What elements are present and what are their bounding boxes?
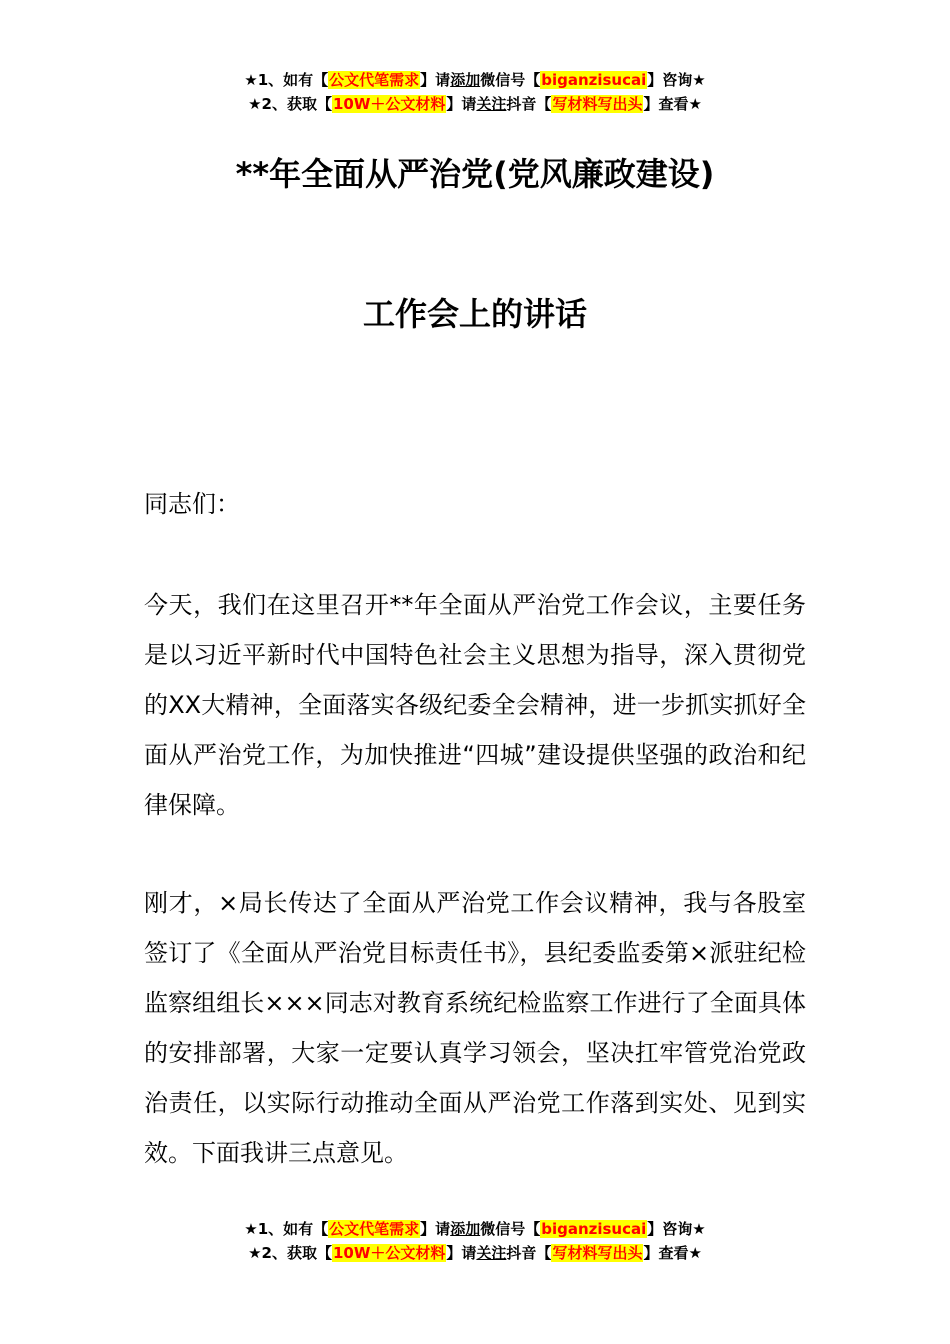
promo-line-1: ★1、如有【公文代笔需求】请添加微信号【biganzisucai】咨询★ [244,1220,706,1238]
paragraph: 今天，我们在这里召开**年全面从严治党工作会议，主要任务是以习近平新时代中国特色社会主义思想为指导，深入贯彻党的XX大精神，全面落实各级纪委全会精神，进一步抓实抓好全面从严治党工作，为加快推进“四城”建设提供坚强的政治和纪律保障。 [144,591,806,819]
promo-line-2: ★2、获取【10W＋公文材料】请关注抖音【写材料写出头】查看★ [248,95,702,113]
promo-line-1: ★1、如有【公文代笔需求】请添加微信号【biganzisucai】咨询★ [244,71,706,89]
promo-line-2: ★2、获取【10W＋公文材料】请关注抖音【写材料写出头】查看★ [248,1244,702,1262]
highlight-materials: 10W＋公文材料 [332,1244,446,1262]
highlight-wechat-id: biganzisucai [541,71,647,89]
paragraph: 刚才，×局长传达了全面从严治党工作会议精神，我与各股室签订了《全面从严治党目标责任书》，县纪委监委第×派驻纪检监察组组长×××同志对教育系统纪检监察工作进行了全面具体的安排部署，大家一定要认真学习领会，坚决扛牢管党治党政治责任，以实际行动推动全面从严治党工作落到实处、见到实效。下面我讲三点意见。 [144,889,806,1167]
highlight-douyin-account: 写材料写出头 [552,1244,643,1262]
highlight-materials: 10W＋公文材料 [332,95,446,113]
promo-banner-bottom [0,1217,950,1265]
highlight-writing-service: 公文代笔需求 [329,71,420,89]
highlight-douyin-account: 写材料写出头 [552,95,643,113]
promo-banner-top [0,68,950,116]
greeting: 同志们： [144,490,240,518]
highlight-writing-service: 公文代笔需求 [329,1220,420,1238]
document-title-line-2: 工作会上的讲话 [362,295,587,333]
highlight-wechat-id: biganzisucai [541,1220,647,1238]
document-title-line-1: **年全面从严治党(党风廉政建设) [235,155,715,193]
